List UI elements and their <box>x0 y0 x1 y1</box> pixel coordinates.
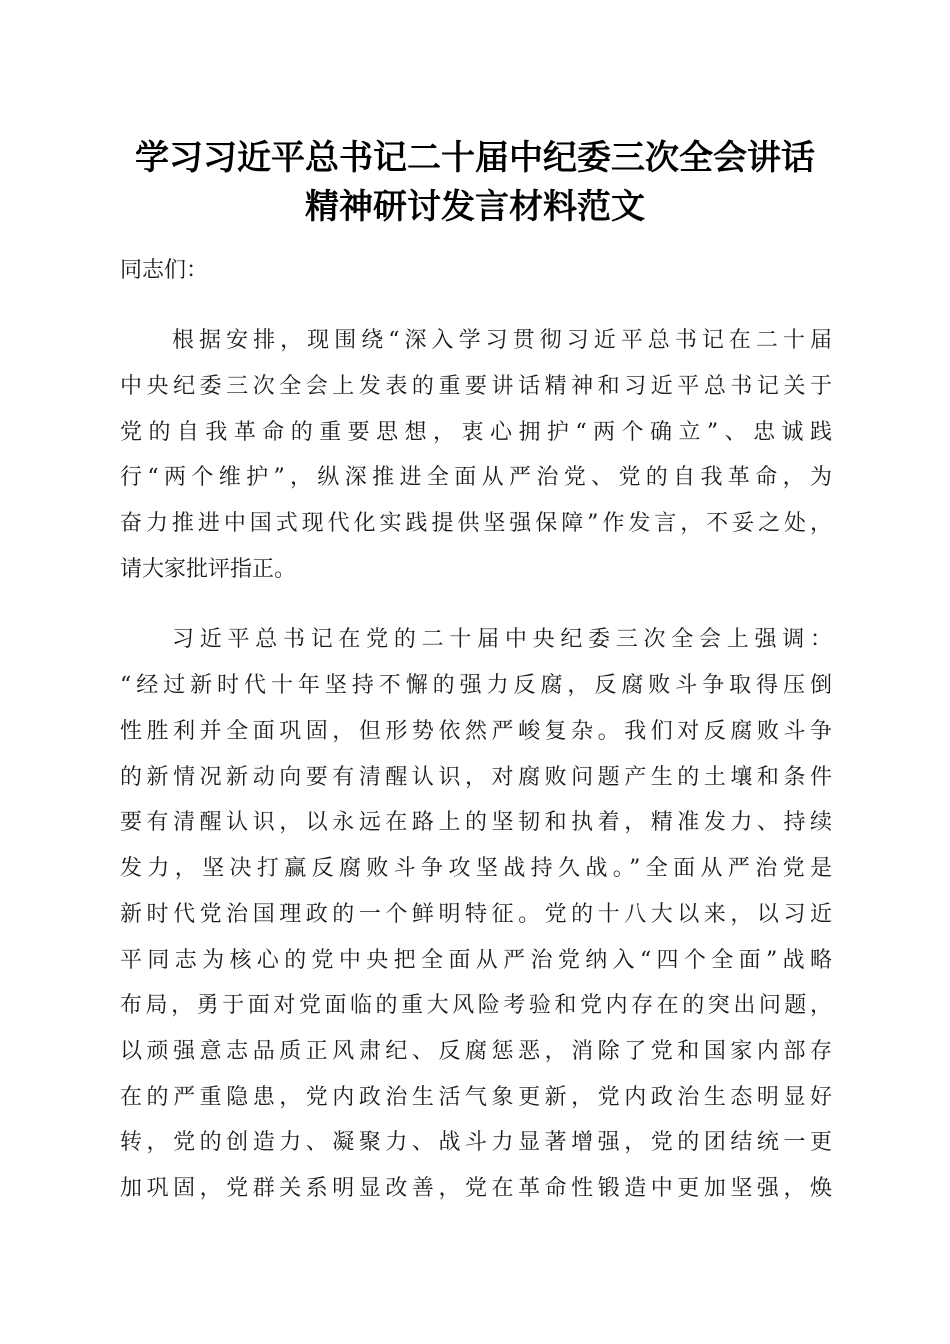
salutation: 同志们： <box>120 258 209 283</box>
paragraph-line: 布局，勇于面对党面临的重大风险考验和党内存在的突出问题， <box>120 993 832 1018</box>
paragraph-line: 在的严重隐患，党内政治生活气象更新，党内政治生态明显好 <box>120 1085 832 1110</box>
paragraph-line: 性胜利并全面巩固，但形势依然严峻复杂。我们对反腐败斗争 <box>120 719 832 744</box>
paragraph-line: 习近平总书记在党的二十届中央纪委三次全会上强调： <box>172 627 832 652</box>
paragraph-line: 请大家批评指正。 <box>120 557 297 582</box>
paragraph-line: 中央纪委三次全会上发表的重要讲话精神和习近平总书记关于 <box>120 374 832 399</box>
paragraph-line: 党的自我革命的重要思想，衷心拥护“两个确立”、忠诚践 <box>120 420 832 445</box>
paragraph-line: 行“两个维护”，纵深推进全面从严治党、党的自我革命，为 <box>120 465 832 490</box>
paragraph-line: 以顽强意志品质正风肃纪、反腐惩恶，消除了党和国家内部存 <box>120 1039 832 1064</box>
paragraph-line: 发力，坚决打赢反腐败斗争攻坚战持久战。”全面从严治党是 <box>120 856 832 881</box>
paragraph-line: 要有清醒认识，以永远在路上的坚韧和执着，精准发力、持续 <box>120 810 832 835</box>
paragraph-line: 奋力推进中国式现代化实践提供坚强保障”作发言，不妥之处， <box>120 511 832 536</box>
paragraph-line: 加巩固，党群关系明显改善，党在革命性锻造中更加坚强，焕 <box>120 1176 832 1201</box>
paragraph-line: 新时代党治国理政的一个鲜明特征。党的十八大以来，以习近 <box>120 902 832 927</box>
paragraph-line: 转，党的创造力、凝聚力、战斗力显著增强，党的团结统一更 <box>120 1130 832 1155</box>
paragraph-line: 的新情况新动向要有清醒认识，对腐败问题产生的土壤和条件 <box>120 765 832 790</box>
paragraph-line: 平同志为核心的党中央把全面从严治党纳入“四个全面”战略 <box>120 948 832 973</box>
document-title-line-2: 精神研讨发言材料范文 <box>305 187 645 227</box>
paragraph-line: “经过新时代十年坚持不懈的强力反腐，反腐败斗争取得压倒 <box>120 673 832 698</box>
document-title-line-1: 学习习近平总书记二十届中纪委三次全会讲话 <box>135 138 815 178</box>
paragraph-line: 根据安排，现围绕“深入学习贯彻习近平总书记在二十届 <box>172 328 832 353</box>
